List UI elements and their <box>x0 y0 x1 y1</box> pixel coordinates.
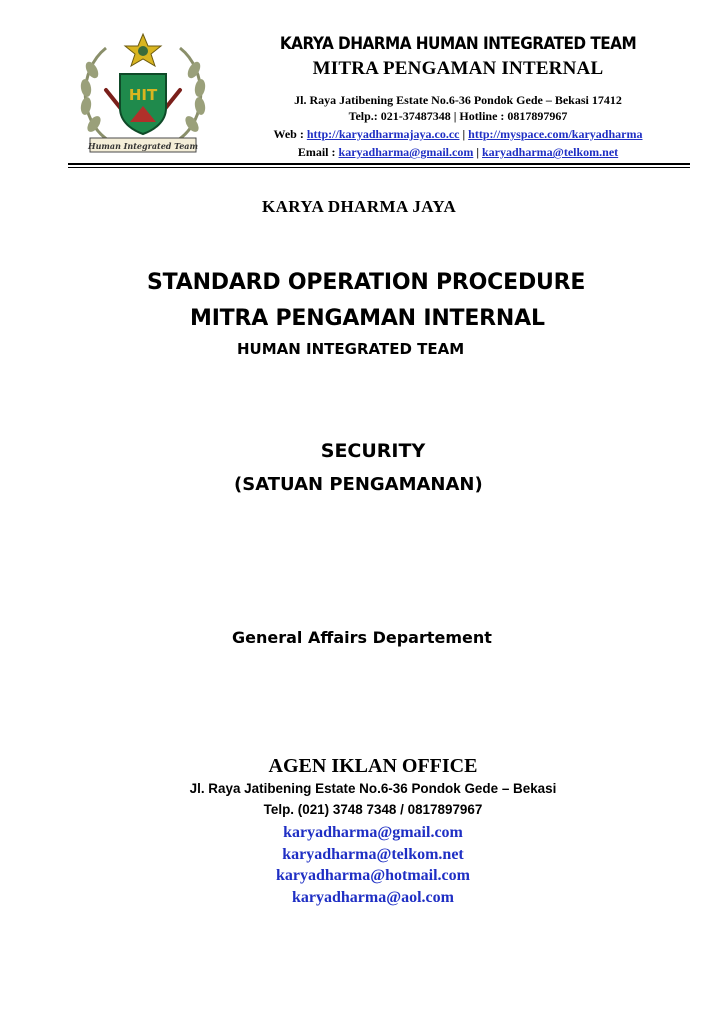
team-name: KARYA DHARMA HUMAN INTEGRATED TEAM <box>279 34 637 54</box>
email-separator: | <box>476 145 479 159</box>
footer-email-telkom[interactable]: karyadharma@telkom.net <box>282 846 464 863</box>
security-subtitle: (SATUAN PENGAMANAN) <box>234 474 483 495</box>
letterhead-email <box>228 145 688 160</box>
department-name: General Affairs Departement <box>232 628 492 647</box>
footer-email-gmail[interactable]: karyadharma@gmail.com <box>283 824 463 841</box>
company-logo <box>68 30 218 160</box>
footer-email-aol[interactable]: karyadharma@aol.com <box>292 889 454 906</box>
logo-banner-text: Human Integrated Team <box>88 141 198 151</box>
company-name: KARYA DHARMA JAYA <box>262 197 457 216</box>
letterhead-phone: Telp.: 021-37487348 | Hotline : 0817897967 <box>348 109 568 123</box>
letterhead-rule-thick <box>68 163 690 165</box>
logo-lettering: HIT <box>128 86 158 104</box>
office-phone: Telp. (021) 3748 7348 / 0817897967 <box>263 801 483 817</box>
org-name: MITRA PENGAMAN INTERNAL <box>312 58 604 79</box>
office-address: Jl. Raya Jatibening Estate No.6-36 Pondok Gede – Bekasi <box>189 780 557 796</box>
email-link-gmail[interactable]: karyadharma@gmail.com <box>338 145 474 159</box>
letterhead-address: Jl. Raya Jatibening Estate No.6-36 Pondok Gede – Bekasi 17412 <box>294 93 622 107</box>
letterhead-web <box>228 127 688 142</box>
web-label: Web : <box>273 127 304 141</box>
hit-emblem-icon <box>68 30 218 160</box>
sop-title-line-3: HUMAN INTEGRATED TEAM <box>237 340 465 358</box>
web-link-karyadharmajaya[interactable]: http://karyadharmajaya.co.cc <box>306 127 460 141</box>
sop-title-line-2: MITRA PENGAMAN INTERNAL <box>190 306 545 331</box>
email-link-telkom[interactable]: karyadharma@telkom.net <box>482 145 619 159</box>
security-title: SECURITY <box>320 440 426 462</box>
web-separator: | <box>462 127 466 141</box>
footer-email-hotmail[interactable]: karyadharma@hotmail.com <box>276 867 470 884</box>
web-link-myspace[interactable]: http://myspace.com/karyadharma <box>468 127 643 141</box>
office-name: AGEN IKLAN OFFICE <box>268 755 478 777</box>
sop-title-line-1: STANDARD OPERATION PROCEDURE <box>147 270 586 295</box>
email-label: Email : <box>297 145 336 159</box>
letterhead-rule-thin <box>68 167 690 168</box>
